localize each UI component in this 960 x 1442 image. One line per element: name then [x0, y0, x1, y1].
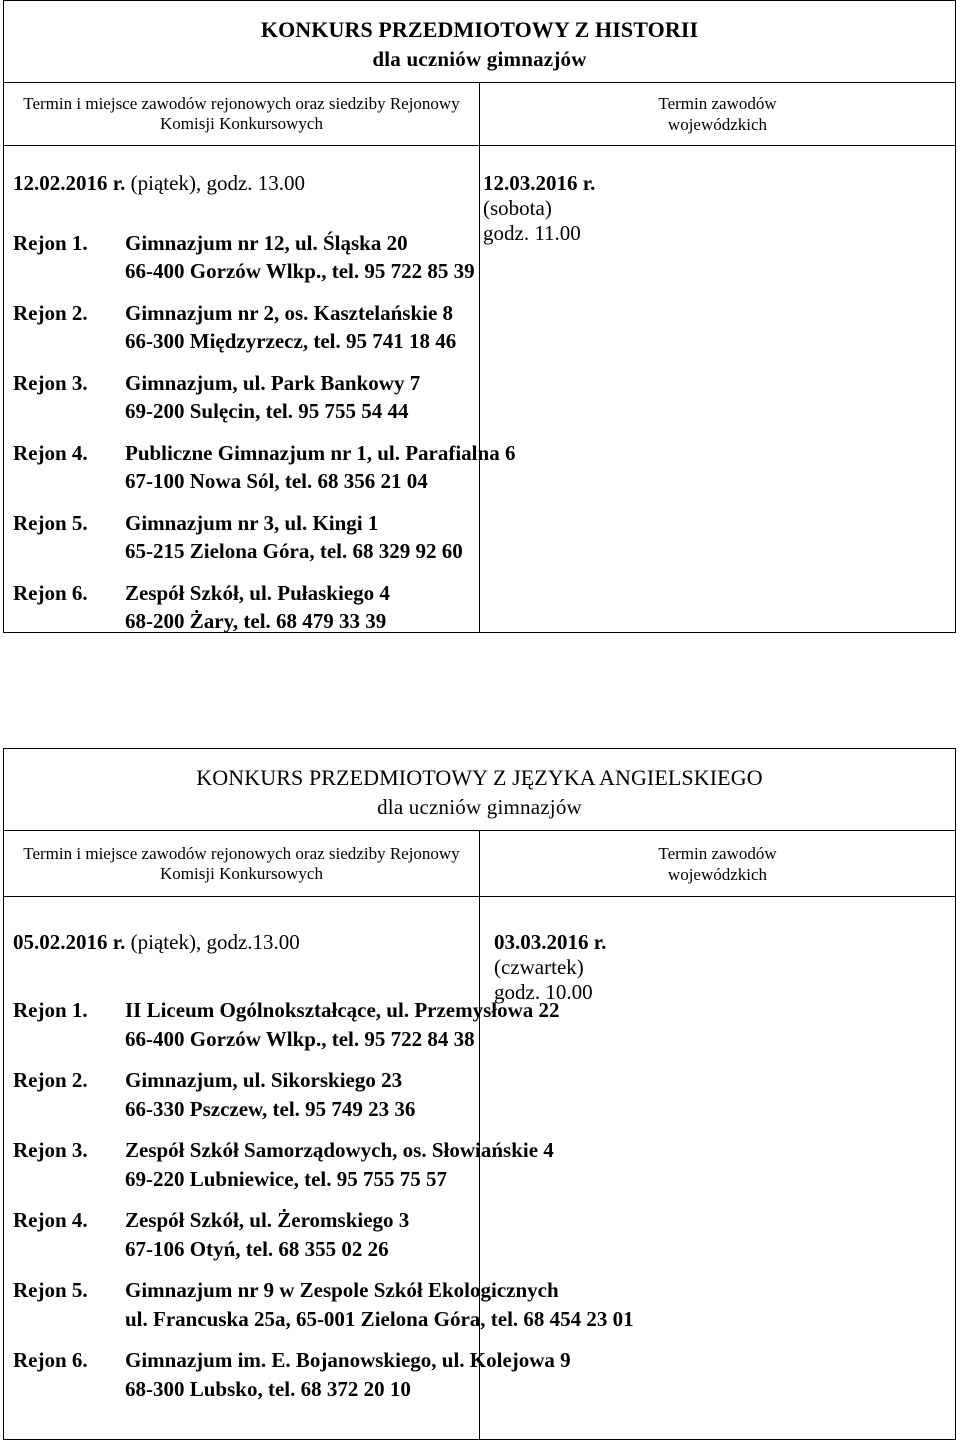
english-region-label: Rejon 3. — [13, 1138, 88, 1162]
english-region-address: II Liceum Ogólnokształcące, ul. Przemysłowa 22 — [125, 998, 560, 1022]
history-region-city: 66-400 Gorzów Wlkp., tel. 95 722 85 39 — [125, 259, 475, 283]
english-region-address: Zespół Szkół, ul. Żeromskiego 3 — [125, 1208, 410, 1232]
history-date-rest: (piątek), godz. 13.00 — [125, 171, 306, 195]
history-final-day: (sobota) — [483, 196, 552, 220]
english-region-address: Gimnazjum im. E. Bojanowskiego, ul. Kolejowa 9 — [125, 1348, 571, 1372]
english-date-bold: 05.02.2016 r. — [13, 930, 126, 954]
english-header-left: Termin i miejsce zawodów rejonowych oraz siedziby Rejonowy Komisji Konkursowych — [4, 831, 480, 897]
history-contest-table — [3, 0, 956, 633]
english-title: KONKURS PRZEDMIOTOWY Z JĘZYKA ANGIELSKIEGO — [196, 765, 763, 790]
english-title-cell — [4, 749, 956, 831]
history-header-right — [480, 83, 956, 146]
english-region-city: 67-106 Otyń, tel. 68 355 02 26 — [125, 1237, 389, 1261]
history-title: KONKURS PRZEDMIOTOWY Z HISTORII — [260, 17, 699, 42]
history-header-right-line1: Termin zawodów — [658, 94, 777, 113]
english-region-label: Rejon 1. — [13, 998, 88, 1022]
english-region-city: 68-300 Lubsko, tel. 68 372 20 10 — [125, 1377, 411, 1401]
english-region-address: Gimnazjum nr 9 w Zespole Szkół Ekologicznych — [125, 1278, 559, 1302]
history-region-address: Gimnazjum nr 2, os. Kasztelańskie 8 — [125, 301, 454, 325]
english-region-label: Rejon 4. — [13, 1208, 88, 1232]
history-region-city: 65-215 Zielona Góra, tel. 68 329 92 60 — [125, 539, 463, 563]
english-region-address: Zespół Szkół Samorządowych, os. Słowiańskie 4 — [125, 1138, 554, 1162]
history-region-city: 69-200 Sulęcin, tel. 95 755 54 44 — [125, 399, 409, 423]
english-final-day: (czwartek) — [494, 955, 584, 979]
english-region-city: ul. Francuska 25a, 65-001 Zielona Góra, tel. 68 454 23 01 — [125, 1307, 634, 1331]
history-region-address: Publiczne Gimnazjum nr 1, ul. Parafialna 6 — [125, 441, 516, 465]
history-region-city: 67-100 Nowa Sól, tel. 68 356 21 04 — [125, 469, 428, 493]
english-region-city: 69-220 Lubniewice, tel. 95 755 75 57 — [125, 1167, 447, 1191]
history-subtitle: dla uczniów gimnazjów — [372, 47, 587, 71]
english-region-address: Gimnazjum, ul. Sikorskiego 23 — [125, 1068, 403, 1092]
history-region-address: Gimnazjum, ul. Park Bankowy 7 — [125, 371, 421, 395]
history-region-label: Rejon 3. — [13, 371, 88, 395]
english-header-right-line1: Termin zawodów — [658, 843, 777, 863]
history-date-line — [13, 171, 305, 195]
english-final-cell — [480, 897, 956, 1440]
history-region-label: Rejon 1. — [13, 231, 88, 255]
history-final-date: 12.03.2016 r. — [483, 171, 596, 195]
history-region-label: Rejon 4. — [13, 441, 88, 465]
english-header-right — [480, 831, 956, 897]
history-region-city: 66-300 Międzyrzecz, tel. 95 741 18 46 — [125, 329, 457, 353]
english-region-label: Rejon 6. — [13, 1348, 88, 1372]
history-region-address: Gimnazjum nr 3, ul. Kingi 1 — [125, 511, 379, 535]
history-region-label: Rejon 2. — [13, 301, 88, 325]
history-region-label: Rejon 6. — [13, 581, 88, 605]
history-regions-cell — [4, 146, 516, 633]
history-title-cell — [4, 1, 956, 83]
english-header-right-line2: wojewódzkich — [667, 864, 768, 884]
english-final-date: 03.03.2016 r. — [494, 930, 607, 954]
history-region-city: 68-200 Żary, tel. 68 479 33 39 — [125, 609, 387, 633]
english-region-city: 66-330 Pszczew, tel. 95 749 23 36 — [125, 1097, 416, 1121]
english-final-time: godz. 10.00 — [494, 980, 593, 1004]
english-date-rest: (piątek), godz.13.00 — [125, 930, 300, 954]
english-region-label: Rejon 5. — [13, 1278, 88, 1302]
english-region-city: 66-400 Gorzów Wlkp., tel. 95 722 84 38 — [125, 1027, 475, 1051]
history-final-time: godz. 11.00 — [483, 221, 581, 245]
history-region-address: Gimnazjum nr 12, ul. Śląska 20 — [125, 231, 408, 255]
english-contest-table — [3, 748, 956, 1440]
history-region-label: Rejon 5. — [13, 511, 88, 535]
history-final-cell — [480, 146, 956, 633]
english-date-line — [13, 930, 300, 954]
english-region-label: Rejon 2. — [13, 1068, 88, 1092]
history-region-address: Zespół Szkół, ul. Pułaskiego 4 — [125, 581, 390, 605]
history-header-left: Termin i miejsce zawodów rejonowych oraz siedziby Rejonowy Komisji Konkursowych — [4, 83, 480, 146]
history-date-bold: 12.02.2016 r. — [13, 171, 126, 195]
english-subtitle: dla uczniów gimnazjów — [377, 795, 582, 819]
history-header-right-line2: wojewódzkich — [667, 115, 768, 134]
